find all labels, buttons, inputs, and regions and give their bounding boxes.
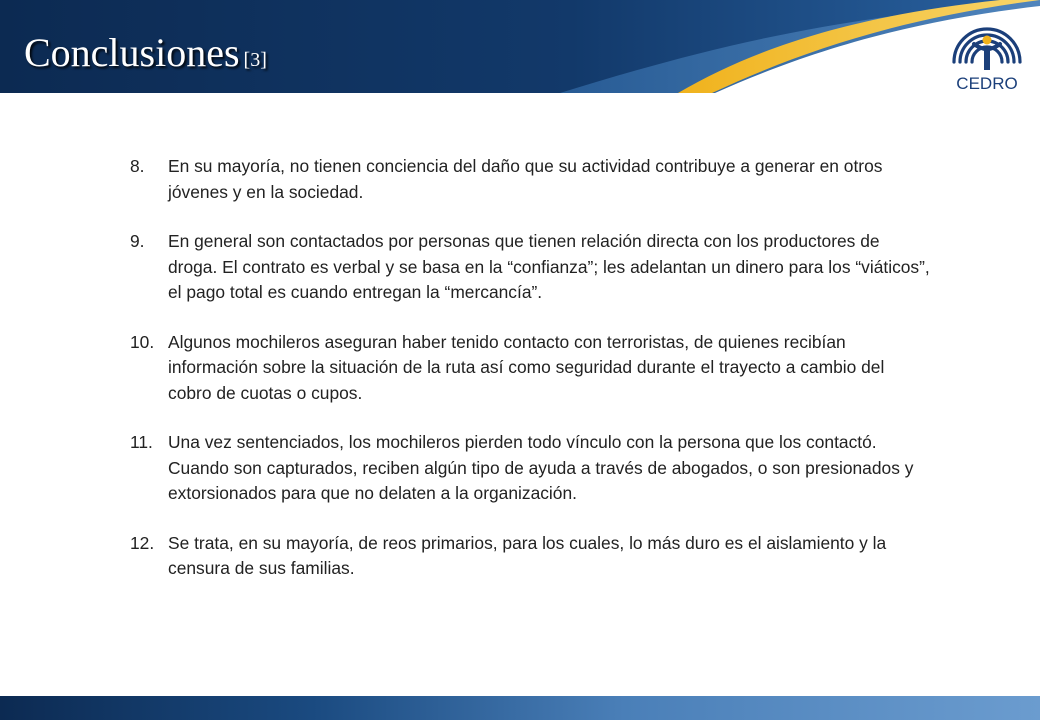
- title-text: Conclusiones: [24, 30, 240, 75]
- conclusions-list: [130, 154, 930, 606]
- item-number: 10.: [130, 331, 155, 352]
- footer-bar: [0, 696, 1040, 720]
- item-text: En su mayoría, no tienen conciencia del daño que su actividad contribuye a generar en otros jóvenes y en la sociedad.: [168, 156, 883, 202]
- item-number: 12.: [130, 532, 155, 553]
- list-item: [130, 229, 930, 306]
- item-number: 9.: [130, 231, 145, 251]
- list-item: [130, 531, 930, 582]
- cedro-logo: [946, 8, 1028, 94]
- item-number: 8.: [130, 156, 145, 176]
- cedro-logo-icon: [946, 8, 1028, 74]
- item-text: En general son contactados por personas que tienen relación directa con los productores de droga. El contrato es verbal y se basa en la “confianza”; les adelantan un dinero para los “viáticos”, el pago total es cuando entregan la “mercancía”.: [168, 231, 930, 302]
- title-suffix: [3]: [243, 49, 267, 71]
- item-text: Se trata, en su mayoría, de reos primarios, para los cuales, lo más duro es el aislamiento y la censura de sus familias.: [168, 532, 887, 578]
- item-text: Una vez sentenciados, los mochileros pierden todo vínculo con la persona que los contactó. Cuando son capturados, reciben algún tipo de ayuda a través de abogados, o son presionados y extorsionados para que no delaten a la organización.: [168, 432, 914, 503]
- item-number: 11.: [130, 432, 153, 452]
- page-title: [24, 30, 267, 83]
- item-text: Algunos mochileros aseguran haber tenido contacto con terroristas, de quienes recibían información sobre la situación de la ruta así como seguridad durante el trayecto a cambio del cobro de cuotas o cupos.: [168, 331, 885, 403]
- list-item: [130, 154, 930, 205]
- list-item: [130, 430, 930, 507]
- logo-text: CEDRO: [956, 74, 1018, 93]
- header-banner: [0, 0, 1040, 93]
- list-item: [130, 330, 930, 407]
